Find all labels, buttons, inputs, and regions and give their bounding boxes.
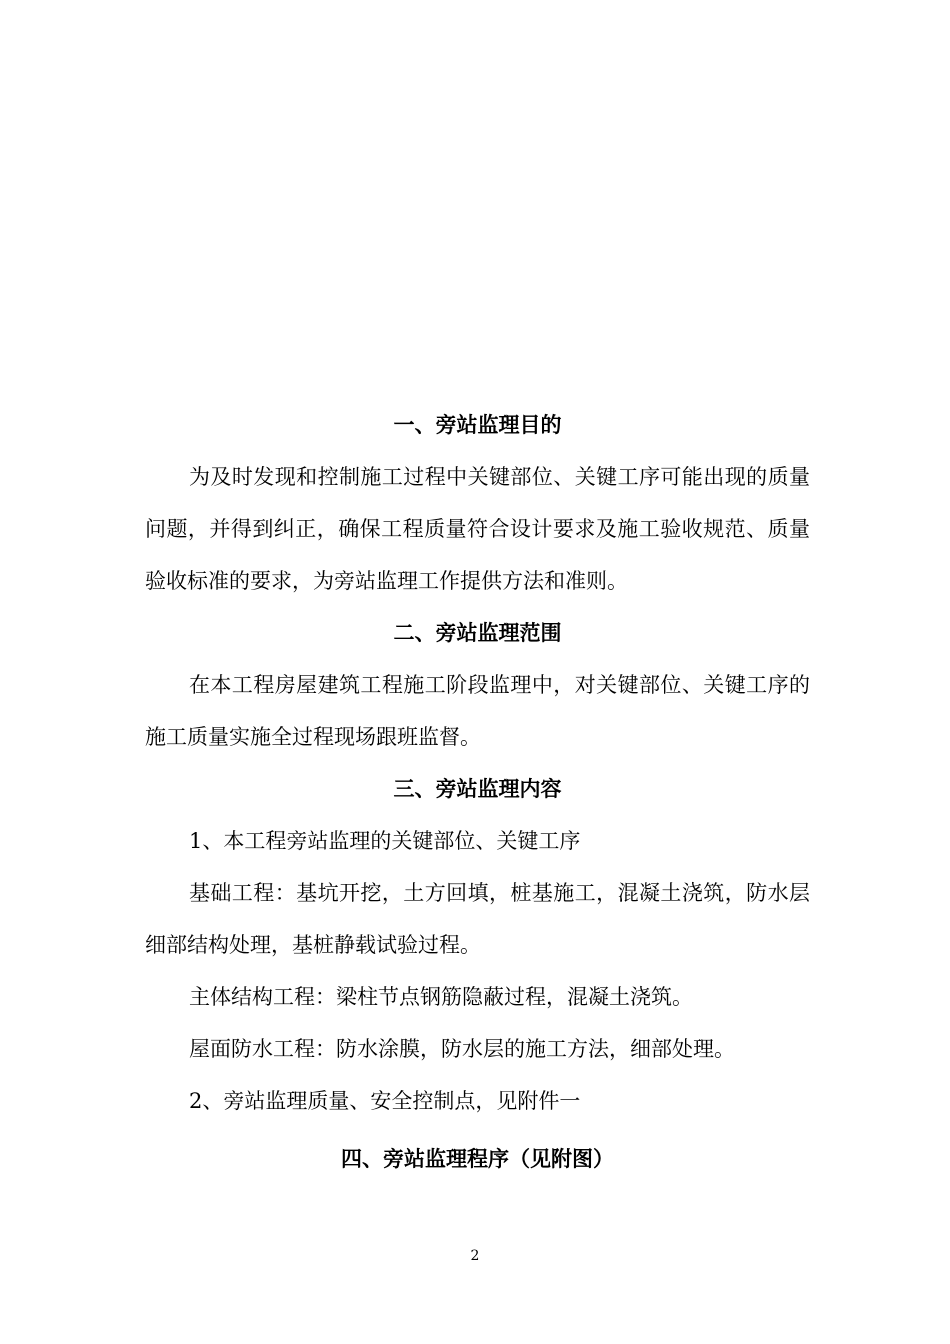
paragraph-key-parts-title: 1、本工程旁站监理的关键部位、关键工序: [189, 829, 581, 853]
paragraph-roof-waterproofing: 屋面防水工程：防水涂膜，防水层的施工方法，细部处理。: [189, 1037, 735, 1061]
document-body: [145, 399, 810, 1185]
section-heading-procedure: 四、旁站监理程序（见附图）: [341, 1146, 614, 1171]
paragraph-scope: 在本工程房屋建筑工程施工阶段监理中，对关键部位、关键工序的施工质量实施全过程现场跟班监督。: [145, 673, 810, 749]
section-heading-purpose: 一、旁站监理目的: [393, 412, 562, 437]
paragraph-control-points: 2、旁站监理质量、安全控制点，见附件一: [189, 1089, 581, 1113]
paragraph-foundation-works: 基础工程：基坑开挖，土方回填，桩基施工，混凝土浇筑，防水层细部结构处理，基桩静载试验过程。: [145, 881, 810, 957]
page-number: 2: [470, 1248, 480, 1264]
section-heading-content: 三、旁站监理内容: [393, 776, 562, 801]
paragraph-purpose: 为及时发现和控制施工过程中关键部位、关键工序可能出现的质量问题，并得到纠正，确保工程质量符合设计要求及施工验收规范、质量验收标准的要求，为旁站监理工作提供方法和准则。: [145, 465, 810, 593]
section-heading-scope: 二、旁站监理范围: [393, 620, 562, 645]
paragraph-main-structure: 主体结构工程：梁柱节点钢筋隐蔽过程，混凝土浇筑。: [189, 985, 693, 1009]
